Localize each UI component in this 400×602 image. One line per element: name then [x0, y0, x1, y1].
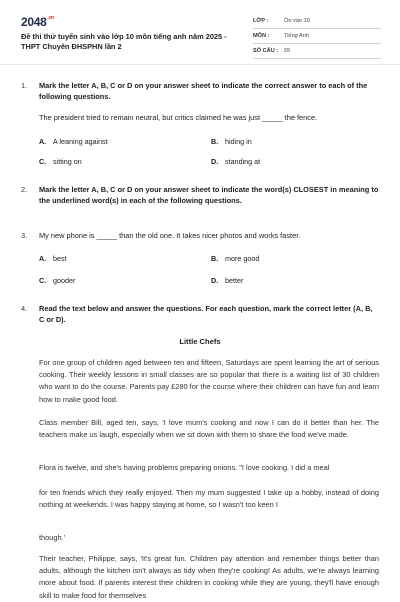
exam-title: Đề thi thử tuyển sinh vào lớp 10 môn tiếng anh năm 2025 - THPT Chuyên ĐHSPHN lần 2	[21, 32, 227, 51]
question-number: 2.	[21, 185, 28, 194]
meta-row-class	[253, 14, 381, 29]
option-letter: A.	[39, 254, 47, 263]
option-c[interactable]	[39, 157, 82, 166]
question-instruction: Mark the letter A, B, C or D on your answer sheet to indicate the word(s) CLOSEST in meaning to the underlined word(s) in each of the following questions.	[39, 185, 379, 205]
option-b[interactable]	[211, 137, 252, 146]
reading-paragraph: though.'	[39, 533, 66, 542]
question-instruction: Read the text below and answer the questions. For each question, mark the correct letter (A, B, C or D).	[39, 304, 373, 324]
site-logo[interactable]	[21, 15, 54, 29]
question-number: 3.	[21, 231, 28, 240]
reading-paragraph: Their teacher, Philippe, says, 'It's great fun. Children pay attention and remember things better than adults, although the kitchen isn't always as tidy when they're cooking! As adults, we're always learning more about food. If parents interest their children in cooking while they are young, they'll have enough skill to make food for themselves	[39, 554, 379, 600]
meta-value-class: Ôn vào 10	[284, 18, 310, 24]
document-header	[0, 0, 400, 62]
question-stem: The president tried to remain neutral, but critics claimed he was just _____ the fence.	[39, 113, 318, 122]
option-a[interactable]	[39, 137, 108, 146]
option-text: sitting on	[53, 157, 82, 166]
option-text: A leaning against	[53, 137, 108, 146]
option-text: best	[53, 254, 67, 263]
meta-value-count: 55	[284, 48, 291, 54]
option-text: hiding in	[225, 137, 252, 146]
meta-row-subject	[253, 29, 381, 44]
header-divider	[0, 64, 400, 65]
option-letter: C.	[39, 276, 47, 285]
logo-text: 2048	[21, 15, 47, 29]
question-instruction: Mark the letter A, B, C or D on your answer sheet to indicate the correct answer to each of the following questions.	[39, 81, 368, 101]
option-text: more good	[225, 254, 260, 263]
option-d[interactable]	[211, 157, 260, 166]
option-letter: C.	[39, 157, 47, 166]
option-c[interactable]	[39, 276, 75, 285]
option-text: gooder	[53, 276, 76, 285]
option-b[interactable]	[211, 254, 259, 263]
option-letter: A.	[39, 137, 47, 146]
option-text: standing at	[225, 157, 261, 166]
meta-label-count: SỐ CÂU :	[253, 48, 279, 54]
reading-paragraph: for ten friends which they really enjoyed. Then my mum suggested I take up a hobby, instead of doing nothing at weekends. I was happy staying at home, so I wasn't too keen I	[39, 488, 379, 510]
question-number: 1.	[21, 81, 28, 90]
reading-paragraph: Flora is twelve, and she's having problems preparing onions. "I love cooking. I did a meal	[39, 463, 330, 472]
meta-row-count	[253, 44, 381, 59]
option-a[interactable]	[39, 254, 67, 263]
option-letter: D.	[211, 276, 219, 285]
question-stem: My new phone is _____ than the old one. It takes nicer photos and works faster.	[39, 231, 301, 240]
logo-suffix: .vn	[47, 15, 54, 21]
option-d[interactable]	[211, 276, 243, 285]
option-text: better	[225, 276, 244, 285]
reading-title: Little Chefs	[179, 337, 221, 346]
reading-paragraph: For one group of children aged between ten and fifteen, Saturdays are spent learning the art of serious cooking. Their weekly lessons in small classes are so popular that there is a waiting list of 30 children who want to do the course. Parents pay £280 for the course where their children can have fun and learn how to make good food.	[39, 358, 379, 404]
question-number: 4.	[21, 304, 28, 313]
reading-paragraph: Class member Bill, aged ten, says, 'I love mum's cooking and now I can do it better than her. The teachers make us laugh, especially when we sit down with them to share the food we've made.	[39, 418, 379, 440]
meta-label-class: LỚP :	[253, 18, 269, 24]
meta-value-subject: Tiếng Anh	[284, 33, 309, 39]
option-letter: B.	[211, 254, 219, 263]
option-letter: D.	[211, 157, 219, 166]
exam-meta-table	[253, 14, 381, 59]
meta-label-subject: MÔN :	[253, 33, 270, 39]
option-letter: B.	[211, 137, 219, 146]
